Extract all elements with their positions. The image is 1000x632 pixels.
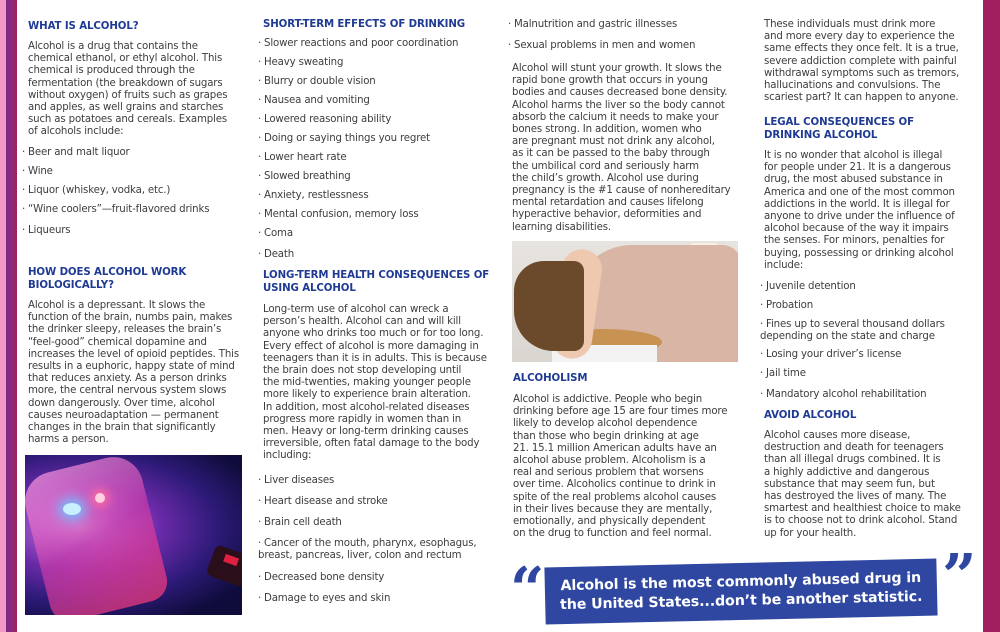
bullet-icon: ·: [258, 190, 262, 201]
bullet-icon: ·: [258, 57, 262, 68]
right-edge-magenta-stripe: [983, 0, 1000, 632]
bullet-icon: ·: [760, 319, 764, 330]
paragraph-line: without oxygen) of fruits such as grapes: [28, 89, 228, 101]
paragraph-line: Alcohol harms the liver so the body cannot: [512, 99, 725, 111]
list-item-text: Decreased bone density: [264, 572, 385, 583]
paragraph-line: the mid-twenties, making younger people: [263, 377, 471, 389]
paragraph-line: men. Heavy or long-term drinking causes: [263, 426, 469, 437]
paragraph-line: substance that may seem fun, but: [764, 478, 935, 490]
list-item: [760, 368, 806, 380]
list-item: [258, 76, 376, 88]
list-item-text: Juvenile detention: [766, 281, 856, 292]
bullet-icon: ·: [258, 95, 262, 106]
list-item-text: Slowed breathing: [264, 171, 351, 182]
heading-line: BIOLOGICALLY?: [28, 280, 114, 291]
paragraph-line: than those who begin drinking at age: [513, 430, 699, 442]
list-item-text: Doing or saying things you regret: [264, 133, 430, 144]
bullet-icon: ·: [22, 225, 26, 236]
paragraph-line: America and one of the most common: [764, 186, 955, 198]
list-item-text: Lowered reasoning ability: [264, 114, 392, 125]
paragraph-line: teenagers than it is in adults. This is because: [263, 352, 487, 364]
paragraph-line: including:: [263, 450, 312, 462]
list-item: [258, 95, 370, 107]
bullet-icon: ·: [22, 185, 26, 196]
bullet-icon: ·: [258, 133, 262, 144]
list-item-text: Beer and malt liquor: [28, 147, 130, 158]
list-item-text: Malnutrition and gastric illnesses: [514, 19, 678, 30]
paragraph-line: is to choose not to drink alcohol. Stand: [764, 515, 958, 527]
paragraph-line: chemical is produced through the: [28, 65, 195, 77]
paragraph-line: absorb the calcium it needs to make your: [512, 111, 719, 123]
list-item-text: Cancer of the mouth, pharynx, esophagus,: [264, 538, 477, 549]
list-item: [258, 57, 343, 69]
list-item: [258, 538, 476, 562]
list-item-text: Death: [264, 249, 295, 260]
list-item-text: Losing your driver’s license: [766, 349, 902, 360]
bullet-icon: ·: [760, 300, 764, 311]
paragraph-line: increases the level of opioid peptides. This: [28, 348, 240, 360]
paragraph-line: results in a euphoric, happy state of mind: [28, 361, 235, 372]
list-item: [760, 281, 856, 293]
paragraph-line: anyone who drinks too much or for too long.: [263, 328, 484, 340]
paragraph-line: 21. 15.1 million American adults have an: [513, 442, 717, 454]
list-item: [508, 40, 695, 52]
list-item: [508, 19, 677, 31]
bullet-icon: ·: [508, 19, 512, 30]
list-item-text: Lower heart rate: [264, 152, 347, 163]
paragraph-line: down dangerously. Over time, alcohol: [28, 397, 215, 409]
paragraph-line: “feel-good” chemical dopamine and: [28, 336, 207, 348]
close-quote-icon: ”: [942, 542, 977, 612]
paragraph-line: severe addiction complete with painful: [764, 55, 957, 67]
bullet-icon: ·: [258, 475, 262, 486]
left-edge-purple-stripe: [6, 0, 17, 632]
quote-line: Alcohol is the most commonly abused drug in: [560, 569, 922, 595]
list-item: [22, 147, 130, 159]
paragraph-line: person’s health. Alcohol can and will kill: [263, 316, 461, 328]
list-item: [258, 171, 351, 183]
paragraph-line: a highly addictive and dangerous: [764, 466, 930, 478]
paragraph-line: such as potatoes and cereals. Examples: [28, 114, 227, 126]
list-item: [22, 225, 70, 237]
paragraph-line: anyone to drive under the influence of: [764, 211, 955, 222]
list-item: [258, 593, 390, 605]
list-item-text: Anxiety, restlessness: [264, 190, 369, 201]
paragraph-line: likely to develop alcohol dependence: [513, 418, 698, 430]
paragraph-line: the senses. For minors, penalties for: [764, 235, 945, 247]
bullet-icon: ·: [258, 171, 262, 182]
paragraph-line: hallucinations and convulsions. The: [764, 80, 941, 91]
paragraph-line: fermentation (the breakdown of sugars: [28, 77, 223, 89]
paragraph-line: withdrawal symptoms such as tremors,: [764, 67, 960, 79]
paragraph-line: buying, possessing or drinking alcohol: [764, 247, 954, 259]
paragraph-line: alcohol abuse problem. Alcoholism is a: [513, 455, 706, 466]
list-item: [258, 209, 419, 221]
open-quote-icon: “: [510, 555, 545, 625]
list-item-text: Fines up to several thousand dollars: [766, 319, 945, 330]
paragraph-line: irreversible, often fatal damage to the body: [263, 438, 480, 450]
paragraph-line: Alcohol will stunt your growth. It slows the: [512, 63, 722, 74]
paragraph-line: real and serious problem that worsens: [513, 467, 704, 479]
paragraph-line: the drinker sleepy, releases the brain’s: [28, 324, 222, 336]
paragraph-line: the brain does not stop developing until: [263, 365, 462, 376]
list-item: [258, 572, 384, 584]
paragraph-line: rapid bone growth that occurs in young: [512, 75, 708, 87]
list-item-text: Heavy sweating: [264, 57, 344, 68]
list-item: [22, 204, 209, 216]
bullet-icon: ·: [258, 209, 262, 220]
paragraph-line: same effects they once felt. It is a true,: [764, 43, 959, 55]
bullet-icon: ·: [258, 114, 262, 125]
list-item: [258, 228, 293, 240]
paragraph-line: These individuals must drink more: [764, 19, 936, 30]
paragraph-line: drinking before age 15 are four times more: [513, 406, 728, 418]
bullet-icon: ·: [258, 228, 262, 239]
paragraph-line: harms a person.: [28, 434, 109, 446]
glass-shape: [25, 455, 171, 615]
car-key-fob: [206, 544, 242, 588]
list-item-text: Coma: [264, 228, 293, 239]
paragraph-line: on the drug to function and feel normal.: [513, 528, 712, 540]
list-item-text: Liqueurs: [28, 225, 71, 236]
paragraph-line: smartest and healthiest choice to make: [764, 503, 961, 515]
paragraph-line: Alcohol is addictive. People who begin: [513, 394, 703, 405]
paragraph-line: changes in the brain that significantly: [28, 422, 216, 433]
paragraph-line: Long-term use of alcohol can wreck a: [263, 304, 449, 315]
paragraph-line: than all illegal drugs combined. It is: [764, 454, 941, 466]
paragraph-line: In addition, most alcohol-related diseases: [263, 401, 470, 413]
heading-line: LEGAL CONSEQUENCES OF: [764, 117, 914, 128]
list-item: [258, 496, 388, 508]
paragraph-line: the umbilical cord and seriously harm: [512, 160, 699, 172]
list-item: [760, 319, 945, 343]
heading-line: USING ALCOHOL: [263, 283, 356, 294]
list-item: [258, 475, 334, 487]
heading-how-alcohol-works: [28, 266, 186, 292]
paragraph-line: chemical ethanol, or ethyl alcohol. This: [28, 53, 223, 65]
paragraph-line: and more every day to experience the: [764, 31, 955, 43]
paragraph-line: Alcohol causes more disease,: [764, 430, 911, 441]
bullet-icon: ·: [22, 166, 26, 177]
paragraph-line: bodies and causes decreased bone density.: [512, 87, 728, 99]
list-item-text: Sexual problems in men and women: [514, 40, 696, 51]
bullet-icon: ·: [760, 389, 764, 400]
list-item: [258, 190, 369, 202]
light-flare: [95, 493, 105, 503]
list-item: [258, 517, 342, 529]
quote-line: the United States...don’t be another statistic.: [559, 588, 923, 614]
paragraph-line: It is no wonder that alcohol is illegal: [764, 150, 943, 161]
bullet-icon: ·: [258, 572, 262, 583]
bullet-icon: ·: [258, 152, 262, 163]
paragraph-line: as it can be passed to the baby through: [512, 148, 710, 160]
list-item: [760, 389, 926, 401]
heading-line: DRINKING ALCOHOL: [764, 130, 878, 141]
paragraph-line: and apples, as well grains and starches: [28, 102, 224, 113]
paragraph-line: mental retardation and causes lifelong: [512, 197, 704, 209]
paragraph-line: has destroyed the lives of many. The: [764, 491, 947, 502]
bullet-icon: ·: [258, 496, 262, 507]
heading-avoid-alcohol: AVOID ALCOHOL: [764, 410, 857, 421]
paragraph-line: over time. Alcoholics continue to drink in: [513, 479, 716, 491]
paragraph-line: hyperactive behavior, deformities and: [512, 209, 702, 221]
paragraph-line: addictions in the world. It is illegal for: [764, 198, 950, 210]
list-item-text: Mandatory alcohol rehabilitation: [766, 389, 927, 400]
heading-legal-consequences: [764, 116, 914, 142]
bullet-icon: ·: [258, 538, 262, 549]
paragraph-line: alcohol because of the way it impairs: [764, 223, 949, 235]
list-item-text: Damage to eyes and skin: [264, 593, 391, 604]
list-item-text: Brain cell death: [264, 517, 342, 528]
glass-with-car-keys-photo: [25, 455, 242, 615]
paragraph-line: Alcohol is a depressant. It slows the: [28, 300, 206, 311]
paragraph-line: function of the brain, numbs pain, makes: [28, 312, 233, 324]
list-item-text-continued: breast, pancreas, liver, colon and rectum: [258, 550, 462, 561]
bullet-icon: ·: [22, 147, 26, 158]
paragraph-line: are pregnant must not drink any alcohol,: [512, 136, 715, 148]
paragraph-line: drug, the most abused substance in: [764, 174, 943, 186]
bullet-icon: ·: [22, 204, 26, 215]
list-item-text: Jail time: [766, 368, 806, 379]
heading-line: HOW DOES ALCOHOL WORK: [28, 267, 187, 278]
bullet-icon: ·: [258, 76, 262, 87]
list-item: [258, 152, 346, 164]
list-item-text: Nausea and vomiting: [264, 95, 370, 106]
bullet-icon: ·: [258, 593, 262, 604]
paragraph-line: spite of the real problems alcohol causes: [513, 491, 717, 503]
list-item-text-continued: depending on the state and charge: [760, 331, 935, 342]
paragraph-line: in their lives because they are mentally,: [513, 503, 713, 515]
paragraph-line: destruction and death for teenagers: [764, 442, 944, 454]
paragraph-line: bones strong. In addition, women who: [512, 124, 702, 135]
bullet-icon: ·: [760, 368, 764, 379]
heading-long-term-consequences: [263, 269, 489, 295]
bullet-icon: ·: [258, 249, 262, 260]
list-item: [258, 38, 458, 50]
list-item-text: Mental confusion, memory loss: [264, 209, 419, 220]
paragraph-line: up for your health.: [764, 527, 857, 539]
list-item: [258, 249, 294, 261]
paragraph-line: scariest part? It can happen to anyone.: [764, 92, 959, 104]
paragraph-line: pregnancy is the #1 cause of nonhereditary: [512, 185, 731, 196]
list-item: [258, 114, 391, 126]
paragraph-line: causes neuroadaptation — permanent: [28, 409, 219, 421]
paragraph-line: more likely to experience brain alteration.: [263, 389, 471, 401]
light-flare: [63, 503, 81, 515]
paragraph-line: of alcohols include:: [28, 126, 124, 138]
list-item-text: Probation: [766, 300, 814, 311]
heading-what-is-alcohol: WHAT IS ALCOHOL?: [28, 21, 139, 32]
list-item-text: Heart disease and stroke: [264, 496, 388, 507]
bullet-icon: ·: [258, 38, 262, 49]
paragraph-line: progress more rapidly in women than in: [263, 413, 462, 425]
list-item-text: Slower reactions and poor coordination: [264, 38, 459, 49]
list-item: [258, 133, 430, 145]
paragraph-line: Every effect of alcohol is more damaging in: [263, 340, 479, 352]
list-item-text: “Wine coolers”—fruit-flavored drinks: [28, 204, 210, 215]
bullet-icon: ·: [508, 40, 512, 51]
bullet-icon: ·: [760, 349, 764, 360]
paragraph-line: learning disabilities.: [512, 221, 611, 233]
list-item-text: Liquor (whiskey, vodka, etc.): [28, 185, 171, 196]
paragraph-line: more, the central nervous system slows: [28, 385, 227, 397]
heading-line: LONG-TERM HEALTH CONSEQUENCES OF: [263, 270, 490, 281]
woman-vomiting-photo: [512, 241, 738, 362]
list-item: [760, 349, 901, 361]
woman-hair: [514, 261, 584, 351]
paragraph-line: the child’s growth. Alcohol use during: [512, 172, 699, 184]
list-item: [22, 185, 170, 197]
paragraph-line: include:: [764, 259, 804, 271]
heading-short-term-effects: SHORT-TERM EFFECTS OF DRINKING: [263, 19, 466, 30]
key-button: [223, 554, 239, 566]
list-item: [22, 166, 53, 178]
heading-alcoholism: ALCOHOLISM: [513, 373, 588, 384]
bullet-icon: ·: [258, 517, 262, 528]
list-item: [760, 300, 813, 312]
list-item-text: Liver diseases: [264, 475, 335, 486]
paragraph-line: Alcohol is a drug that contains the: [28, 41, 198, 52]
list-item-text: Wine: [28, 166, 53, 177]
paragraph-line: emotionally, and physically dependent: [513, 516, 706, 527]
paragraph-line: for people under 21. It is a dangerous: [764, 162, 951, 174]
paragraph-line: that reduces anxiety. As a person drinks: [28, 373, 227, 385]
list-item-text: Blurry or double vision: [264, 76, 376, 87]
bullet-icon: ·: [760, 281, 764, 292]
